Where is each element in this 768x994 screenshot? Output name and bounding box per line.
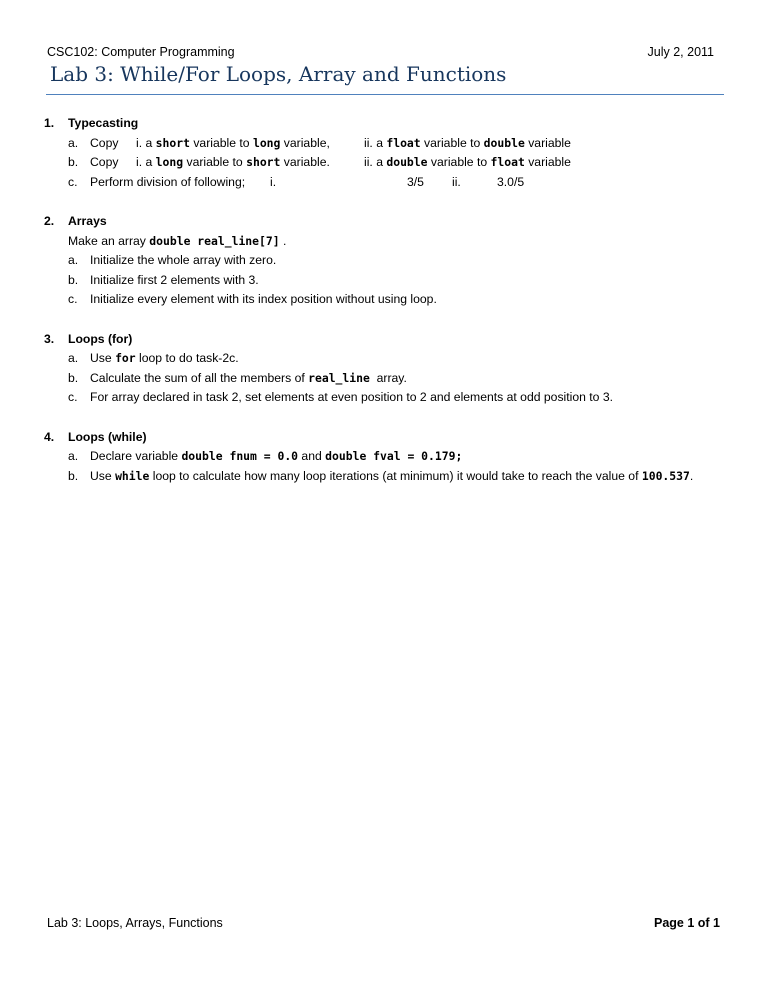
section-heading [44, 428, 728, 448]
section-number: 1. [44, 116, 55, 130]
item-text [90, 173, 728, 193]
section-heading [44, 330, 728, 350]
item-label: a. [68, 449, 79, 464]
item-text: Initialize the whole array with zero. [90, 253, 277, 268]
code-snippet: while [115, 468, 150, 483]
list-item [68, 467, 728, 487]
copy-word: Copy [90, 155, 119, 170]
title-underline [46, 94, 724, 95]
type-keyword: double [386, 155, 428, 170]
cast-option-i: i. a long variable to short variable. [136, 155, 330, 170]
item-text: Declare variable double fnum = 0.0 and double fval = 0.179; [90, 449, 463, 464]
document-date: July 2, 2011 [647, 45, 714, 59]
code-snippet: double real_line[7] [149, 233, 280, 248]
section-title: Loops (for) [68, 331, 133, 346]
code-snippet: for [115, 351, 136, 366]
type-keyword: double [483, 135, 525, 150]
section-title: Loops (while) [68, 429, 147, 444]
list-item [68, 153, 728, 173]
item-label: c. [68, 292, 78, 307]
item-text: Initialize first 2 elements with 3. [90, 272, 259, 287]
item-text: Use while loop to calculate how many loop iterations (at minimum) it would take to reach the value of 100.537. [90, 468, 694, 483]
item-label: a. [68, 351, 79, 366]
section-arrays [44, 212, 728, 310]
list-item [68, 134, 728, 154]
section-loops-while [44, 428, 728, 487]
page-number: Page 1 of 1 [654, 916, 720, 930]
page-title: Lab 3: While/For Loops, Array and Functions [50, 62, 507, 86]
list-item [68, 349, 728, 369]
list-item [68, 447, 728, 467]
type-keyword: long [155, 155, 184, 170]
code-snippet: double fval = 0.179; [325, 449, 463, 464]
code-snippet: real_line [308, 370, 370, 385]
list-item [68, 173, 728, 193]
section-heading [44, 212, 728, 232]
copy-word: Copy [90, 135, 119, 150]
division-value-i: 3/5 [407, 174, 424, 189]
lab-tasks [44, 114, 728, 506]
type-keyword: short [155, 135, 190, 150]
item-label: a. [68, 135, 79, 150]
item-text: For array declared in task 2, set elements at even position to 2 and elements at odd position to 3. [90, 390, 614, 405]
cast-option-ii: ii. a float variable to double variable [364, 135, 571, 150]
section-number: 2. [44, 213, 55, 228]
type-keyword: short [246, 155, 281, 170]
item-label: b. [68, 468, 79, 483]
section-intro: Make an array double real_line[7] . [68, 233, 287, 248]
type-keyword: float [386, 135, 421, 150]
item-text [90, 153, 728, 173]
cast-option-i: i. a short variable to long variable, [136, 135, 330, 150]
section-typecasting [44, 114, 728, 192]
division-value-ii: 3.0/5 [497, 174, 525, 189]
page-footer [47, 916, 720, 934]
item-label: b. [68, 272, 79, 287]
item-text: Calculate the sum of all the members of real_line array. [90, 370, 407, 385]
code-snippet: double fnum = 0.0 [181, 449, 299, 464]
section-title: Typecasting [68, 116, 139, 130]
item-text [90, 134, 728, 154]
item-label: b. [68, 155, 79, 170]
section-loops-for [44, 330, 728, 408]
section-number: 3. [44, 331, 55, 346]
course-name: CSC102: Computer Programming [47, 45, 235, 59]
cast-option-ii: ii. a double variable to float variable [364, 155, 571, 170]
list-item [68, 388, 728, 408]
item-label: b. [68, 370, 79, 385]
division-label-ii: ii. [452, 174, 461, 189]
section-title: Arrays [68, 213, 107, 228]
item-label: c. [68, 174, 78, 189]
item-text: Initialize every element with its index position without using loop. [90, 292, 437, 307]
item-label: c. [68, 390, 78, 405]
section-heading [44, 114, 728, 134]
list-item [68, 290, 728, 310]
type-keyword: float [490, 155, 525, 170]
code-snippet: 100.537 [641, 468, 690, 483]
division-lead: Perform division of following; [90, 174, 246, 189]
list-item [68, 271, 728, 291]
type-keyword: long [252, 135, 281, 150]
item-text: Use for loop to do task-2c. [90, 351, 239, 366]
page-header [47, 45, 714, 63]
section-number: 4. [44, 429, 55, 444]
division-label-i: i. [270, 174, 277, 189]
footer-title: Lab 3: Loops, Arrays, Functions [47, 916, 223, 930]
list-item [68, 251, 728, 271]
list-item [68, 369, 728, 389]
item-label: a. [68, 253, 79, 268]
